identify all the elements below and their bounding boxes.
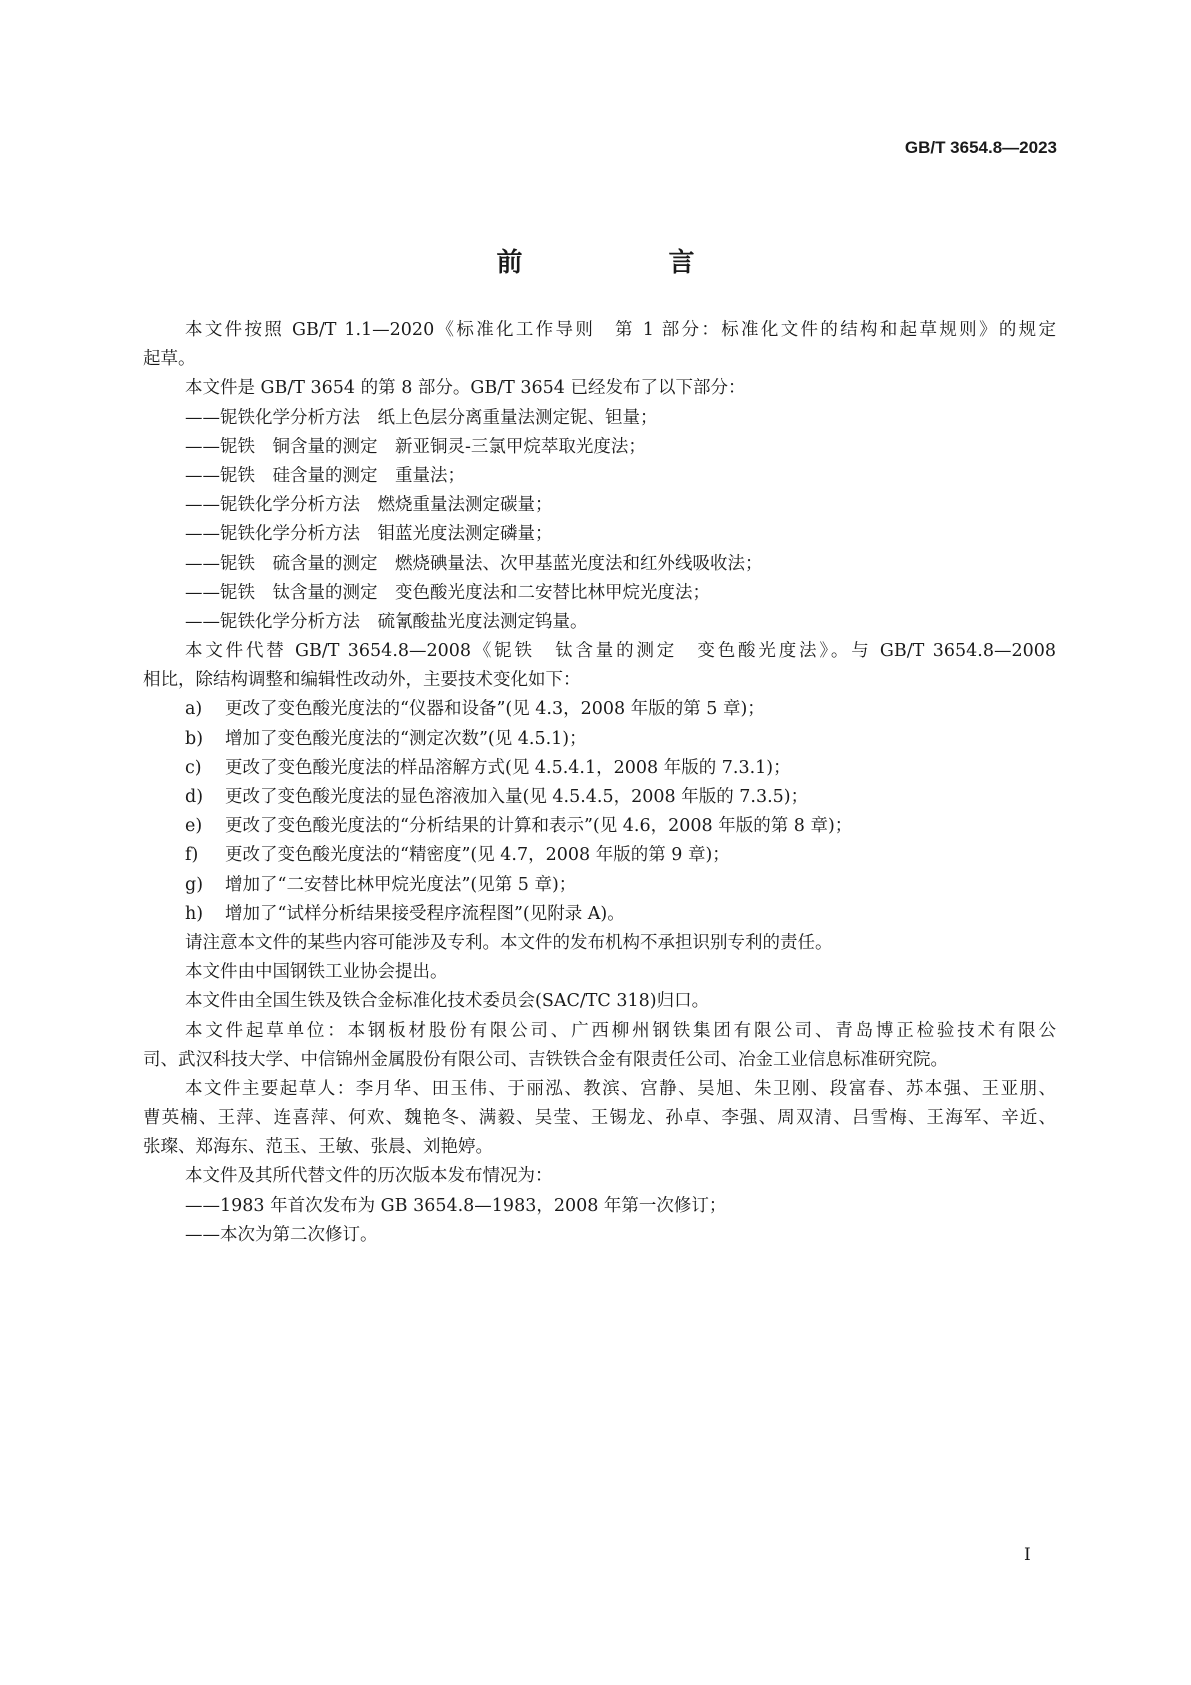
list-item: ——铌铁化学分析方法 燃烧重量法测定碳量； [185, 495, 553, 516]
list-item: ——1983 年首次发布为 GB 3654.8—1983，2008 年第一次修订； [185, 1195, 727, 1216]
change-text: 增加了“二安替比林甲烷光度法”(见第 5 章)； [225, 874, 577, 895]
change-label: d) [185, 787, 204, 807]
document-number: GB/T 3654.8—2023 [904, 138, 1057, 157]
paragraph-line: 本文件是 GB/T 3654 的第 8 部分。GB/T 3654 已经发布了以下部分： [185, 378, 746, 399]
paragraph-line: 司、武汉科技大学、中信锦州金属股份有限公司、吉铁铁合金有限责任公司、冶金工业信息标准研究院。 [143, 1049, 948, 1070]
change-text: 更改了变色酸光度法的“仪器和设备”(见 4.3，2008 年版的第 5 章)； [225, 699, 765, 720]
change-item [143, 695, 1056, 724]
paragraph-line: 本文件代替 GB/T 3654.8—2008《铌铁 钛含量的测定 变色酸光度法》。与 GB/T 3654.8—2008 [185, 641, 1056, 662]
list-item: ——铌铁 钛含量的测定 变色酸光度法和二安替比林甲烷光度法； [185, 582, 710, 603]
change-text: 更改了变色酸光度法的“精密度”(见 4.7，2008 年版的第 9 章)； [225, 845, 730, 866]
change-text: 更改了变色酸光度法的显色溶液加入量(见 4.5.4.5，2008 年版的 7.3.5)； [225, 787, 809, 807]
change-label: g) [185, 874, 204, 895]
change-item [143, 871, 1056, 900]
page-title: 前 言 [496, 248, 755, 278]
change-text: 更改了变色酸光度法的“分析结果的计算和表示”(见 4.6，2008 年版的第 8 章)； [225, 816, 853, 837]
change-item [143, 900, 1056, 929]
change-text: 增加了“试样分析结果接受程序流程图”(见附录 A)。 [225, 903, 625, 924]
change-item [143, 783, 1056, 812]
change-label: a) [185, 699, 203, 720]
paragraph-line: 张璨、郑海东、范玉、王敏、张晨、刘艳婷。 [143, 1137, 493, 1158]
paragraph-line: 起草。 [143, 349, 196, 370]
change-text: 增加了变色酸光度法的“测定次数”(见 4.5.1)； [225, 728, 587, 749]
change-item [143, 812, 1056, 841]
change-item [143, 841, 1056, 870]
list-item: ——本次为第二次修订。 [185, 1224, 378, 1245]
change-label: c) [185, 757, 202, 778]
list-item: ——铌铁 硫含量的测定 燃烧碘量法、次甲基蓝光度法和红外线吸收法； [185, 553, 763, 574]
change-label: e) [185, 816, 203, 837]
list-item: ——铌铁 硅含量的测定 重量法； [185, 465, 465, 486]
paragraph-line: 本文件由中国钢铁工业协会提出。 [185, 962, 448, 983]
change-item [143, 754, 1056, 783]
list-item: ——铌铁 铜含量的测定 新亚铜灵-三氯甲烷萃取光度法； [185, 436, 646, 457]
foreword-body [143, 316, 1056, 1250]
paragraph-line: 本文件及其所代替文件的历次版本发布情况为： [185, 1166, 553, 1187]
paragraph-line: 相比，除结构调整和编辑性改动外，主要技术变化如下： [143, 670, 581, 691]
paragraph-line: 请注意本文件的某些内容可能涉及专利。本文件的发布机构不承担识别专利的责任。 [185, 932, 833, 953]
paragraph-line: 本文件由全国生铁及铁合金标准化技术委员会(SAC/TC 318)归口。 [185, 991, 710, 1012]
change-item [143, 725, 1056, 754]
paragraph-line: 本文件主要起草人：李月华、田玉伟、于丽泓、教滨、宫静、吴旭、朱卫刚、段富春、苏本强、王亚朋、 [185, 1078, 1056, 1099]
list-item: ——铌铁化学分析方法 钼蓝光度法测定磷量； [185, 524, 553, 545]
list-item: ——铌铁化学分析方法 纸上色层分离重量法测定铌、钽量； [185, 407, 658, 428]
change-label: h) [185, 903, 204, 924]
change-label: f) [185, 845, 199, 866]
change-text: 更改了变色酸光度法的样品溶解方式(见 4.5.4.1，2008 年版的 7.3.1)； [225, 757, 791, 778]
list-item: ——铌铁化学分析方法 硫氰酸盐光度法测定钨量。 [185, 611, 588, 632]
page-number: I [1024, 1545, 1031, 1565]
paragraph-line: 本文件按照 GB/T 1.1—2020《标准化工作导则 第 1 部分：标准化文件的结构和起草规则》的规定 [185, 320, 1056, 340]
paragraph-line: 本文件起草单位：本钢板材股份有限公司、广西柳州钢铁集团有限公司、青岛博正检验技术有限公 [185, 1020, 1056, 1041]
change-label: b) [185, 728, 204, 749]
paragraph-line: 曹英楠、王萍、连喜萍、何欢、魏艳冬、满毅、吴莹、王锡龙、孙卓、李强、周双清、吕雪梅、王海军、辛近、 [143, 1108, 1056, 1129]
